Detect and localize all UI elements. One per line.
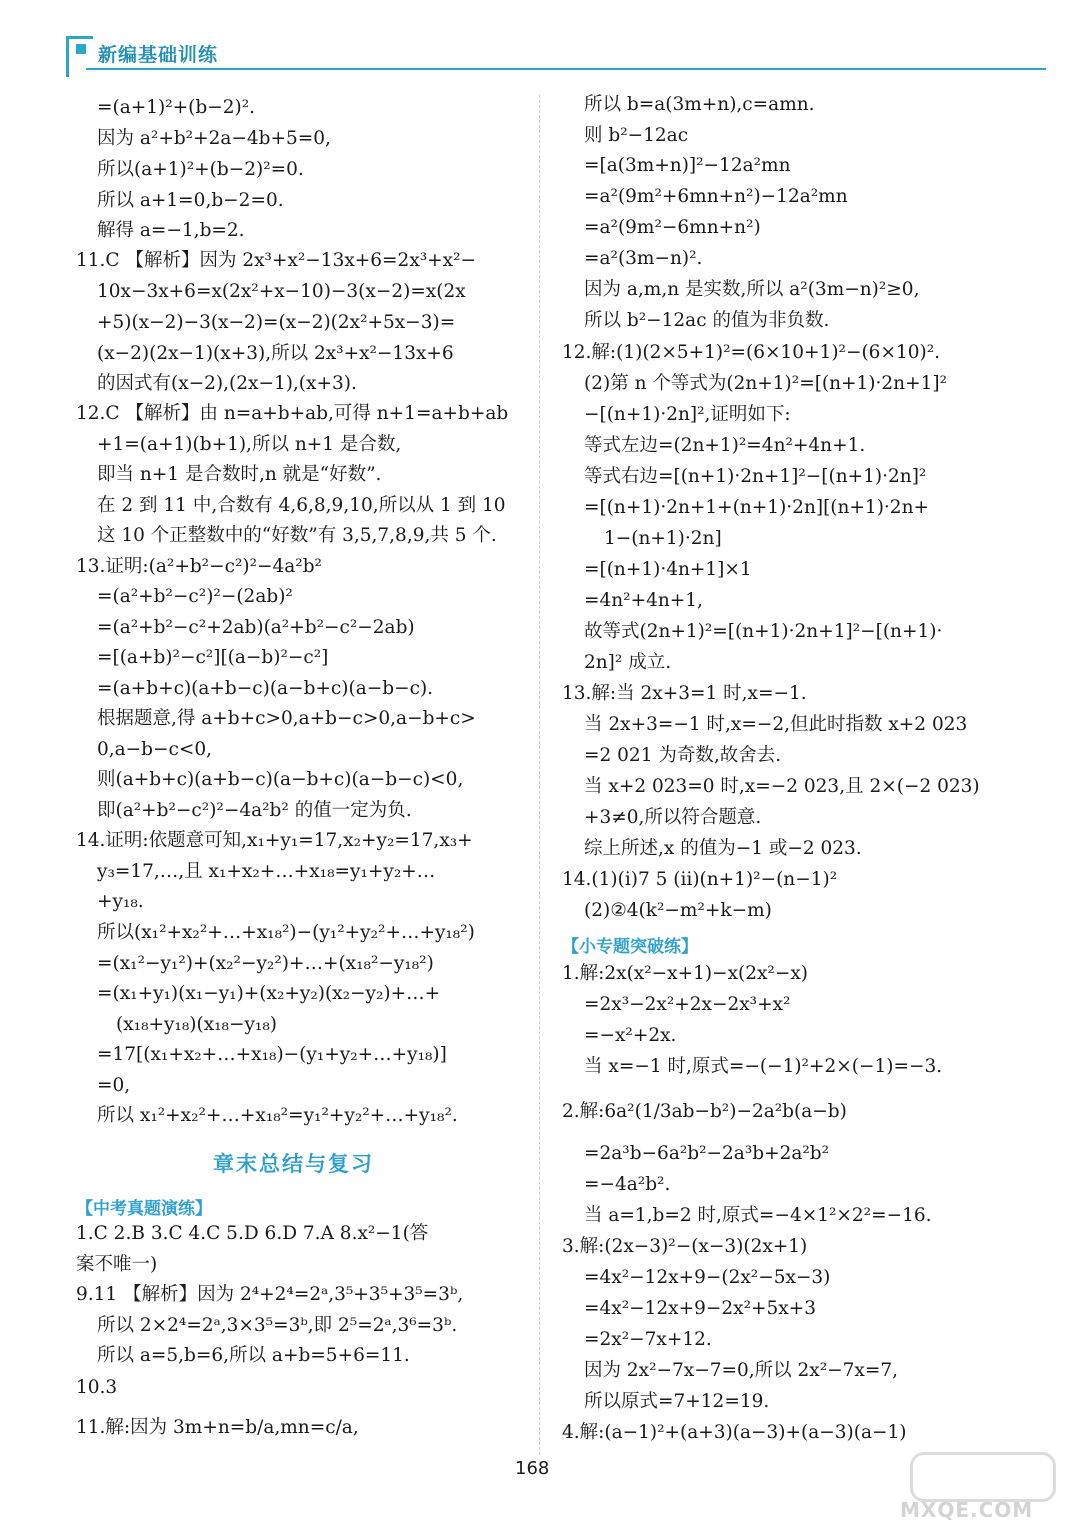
text-line: 的因式有(x−2),(2x−1),(x+3).: [97, 373, 357, 394]
section-tag-exam: 【中考真题演练】: [76, 1199, 212, 1219]
text-line: 10x−3x+6=x(2x²+x−10)−3(x−2)=x(2x: [97, 281, 466, 302]
text-line: 当 x=−1 时,原式=−(−1)²+2×(−1)=−3.: [584, 1056, 943, 1077]
text-line: =(a²+b²−c²+2ab)(a²+b²−c²−2ab): [97, 617, 415, 638]
text-line: 则(a+b+c)(a+b−c)(a−b+c)(a−b−c)<0,: [97, 769, 464, 790]
text-line: +1=(a+1)(b+1),所以 n+1 是合数,: [97, 434, 402, 455]
page-header: [66, 30, 1076, 80]
text-line: 当 x+2 023=0 时,x=−2 023,且 2×(−2 023): [584, 776, 980, 797]
text-line: 4.解:(a−1)²+(a+3)(a−3)+(a−3)(a−1): [562, 1422, 907, 1443]
header-title: 新编基础训练: [98, 44, 219, 66]
text-line: 13.解:当 2x+3=1 时,x=−1.: [562, 683, 807, 704]
text-line: 即当 n+1 是合数时,n 就是“好数”.: [97, 464, 382, 485]
text-line: 2n]² 成立.: [584, 652, 672, 673]
text-line: =a²(3m−n)².: [584, 248, 703, 269]
text-line: =(x₁²−y₁²)+(x₂²−y₂²)+…+(x₁₈²−y₁₈²): [97, 953, 434, 974]
text-line: 所以 b²−12ac 的值为非负数.: [584, 310, 830, 331]
text-line: 当 a=1,b=2 时,原式=−4×1²×2²=−16.: [584, 1205, 932, 1226]
text-line: 所以 a=5,b=6,所以 a+b=5+6=11.: [97, 1345, 410, 1366]
section-tag-topic: 【小专题突破练】: [562, 937, 698, 957]
watermark: [900, 1452, 1060, 1522]
text-line: 0,a−b−c<0,: [97, 739, 213, 760]
text-line: 11.解:因为 3m+n=b/a,mn=c/a,: [76, 1417, 359, 1438]
text-line: 即(a²+b²−c²)²−4a²b² 的值一定为负.: [97, 800, 412, 821]
text-line: =4x²−12x+9−2x²+5x+3: [584, 1298, 816, 1319]
text-line: 案不唯一): [76, 1254, 158, 1275]
text-line: =2 021 为奇数,故舍去.: [584, 745, 782, 766]
text-line: (x₁₈+y₁₈)(x₁₈−y₁₈): [116, 1014, 277, 1035]
text-line: =2a³b−6a²b²−2a³b+2a²b²: [584, 1143, 830, 1164]
text-line: 1.解:2x(x²−x+1)−x(2x²−x): [562, 963, 809, 984]
text-line: 所以原式=7+12=19.: [584, 1391, 770, 1412]
text-line: 12.解:(1)(2×5+1)²=(6×10+1)²−(6×10)².: [562, 342, 941, 363]
text-line: 所以(x₁²+x₂²+…+x₁₈²)−(y₁²+y₂²+…+y₁₈²): [97, 922, 475, 943]
column-divider: [539, 95, 540, 1455]
text-line: 所以 b=a(3m+n),c=amn.: [584, 94, 815, 115]
text-line: 13.证明:(a²+b²−c²)²−4a²b²: [76, 556, 322, 577]
text-line: =(x₁+y₁)(x₁−y₁)+(x₂+y₂)(x₂−y₂)+…+: [97, 983, 441, 1004]
text-line: =[a(3m+n)]²−12a²mn: [584, 155, 791, 176]
text-line: =2x³−2x²+2x−2x³+x²: [584, 994, 791, 1015]
text-line: +5)(x−2)−3(x−2)=(x−2)(2x²+5x−3)=: [97, 312, 456, 333]
text-line: =[(a+b)²−c²][(a−b)²−c²]: [97, 647, 329, 668]
header-rule: [86, 68, 1046, 70]
text-line: =−x²+2x.: [584, 1025, 677, 1046]
section-title: 章末总结与复习: [213, 1151, 374, 1176]
text-line: y₃=17,…,且 x₁+x₂+…+x₁₈=y₁+y₂+…: [97, 861, 436, 882]
text-line: =0,: [97, 1075, 131, 1096]
text-line: =−4a²b².: [584, 1174, 671, 1195]
text-line: 在 2 到 11 中,合数有 4,6,8,9,10,所以从 1 到 10: [97, 495, 506, 516]
text-line: 所以(a+1)²+(b−2)²=0.: [97, 159, 304, 180]
text-line: 则 b²−12ac: [584, 125, 689, 146]
text-line: 等式左边=(2n+1)²=4n²+4n+1.: [584, 435, 866, 456]
text-line: 所以 a+1=0,b−2=0.: [97, 190, 284, 211]
text-line: +3≠0,所以符合题意.: [584, 807, 762, 828]
text-line: 根据题意,得 a+b+c>0,a+b−c>0,a−b+c>: [97, 708, 476, 729]
text-line: −[(n+1)·2n]²,证明如下:: [584, 404, 791, 425]
text-line: =a²(9m²+6mn+n²)−12a²mn: [584, 186, 848, 207]
text-line: 11.C 【解析】因为 2x³+x²−13x+6=2x³+x²−: [76, 250, 477, 271]
header-bracket: [66, 36, 93, 77]
text-line: 14.(1)(ⅰ)7 5 (ⅱ)(n+1)²−(n−1)²: [562, 869, 838, 890]
text-line: 等式右边=[(n+1)·2n+1]²−[(n+1)·2n]²: [584, 466, 927, 487]
text-line: 9.11 【解析】因为 2⁴+2⁴=2ᵃ,3⁵+3⁵+3⁵=3ᵇ,: [76, 1284, 464, 1305]
text-line: 3.解:(2x−3)²−(x−3)(2x+1): [562, 1236, 808, 1257]
text-line: =[(n+1)·4n+1]×1: [584, 559, 752, 580]
text-line: (2)②4(k²−m²+k−m): [584, 900, 772, 921]
text-line: 因为 a²+b²+2a−4b+5=0,: [97, 128, 331, 149]
text-line: 12.C 【解析】由 n=a+b+ab,可得 n+1=a+b+ab: [76, 403, 509, 424]
text-line: 综上所述,x 的值为−1 或−2 023.: [584, 838, 862, 859]
text-line: =(a+b+c)(a+b−c)(a−b+c)(a−b−c).: [97, 678, 434, 699]
text-line: 2.解:6a²(1/3ab−b²)−2a²b(a−b): [562, 1101, 847, 1122]
text-line: =(a+1)²+(b−2)².: [97, 97, 255, 118]
text-line: =4x²−12x+9−(2x²−5x−3): [584, 1267, 831, 1288]
header-square: [76, 44, 86, 54]
text-line: 这 10 个正整数中的“好数”有 3,5,7,8,9,共 5 个.: [97, 525, 497, 546]
text-line: 1.C 2.B 3.C 4.C 5.D 6.D 7.A 8.x²−1(答: [76, 1223, 429, 1244]
text-line: 故等式(2n+1)²=[(n+1)·2n+1]²−[(n+1)·: [584, 621, 943, 642]
text-line: =(a²+b²−c²)²−(2ab)²: [97, 586, 293, 607]
text-line: 因为 2x²−7x−7=0,所以 2x²−7x=7,: [584, 1360, 898, 1381]
text-line: 因为 a,m,n 是实数,所以 a²(3m−n)²≥0,: [584, 279, 920, 300]
text-line: +y₁₈.: [97, 891, 144, 912]
text-line: =a²(9m²−6mn+n²): [584, 217, 761, 238]
text-line: 14.证明:依题意可知,x₁+y₁=17,x₂+y₂=17,x₃+: [76, 830, 473, 851]
watermark-logo-icon: [910, 1452, 1056, 1502]
text-line: 所以 2×2⁴=2ᵃ,3×3⁵=3ᵇ,即 2⁵=2ᵃ,3⁶=3ᵇ.: [97, 1315, 458, 1336]
text-line: 解得 a=−1,b=2.: [97, 220, 245, 241]
text-line: (x−2)(2x−1)(x+3),所以 2x³+x²−13x+6: [97, 343, 454, 364]
text-line: =17[(x₁+x₂+…+x₁₈)−(y₁+y₂+…+y₁₈)]: [97, 1044, 447, 1065]
text-line: 10.3: [76, 1377, 118, 1398]
text-line: =4n²+4n+1,: [584, 590, 703, 611]
text-line: =[(n+1)·2n+1+(n+1)·2n][(n+1)·2n+: [584, 497, 929, 518]
text-line: 所以 x₁²+x₂²+…+x₁₈²=y₁²+y₂²+…+y₁₈².: [97, 1105, 458, 1126]
page-number: 168: [515, 1458, 550, 1479]
text-line: (2)第 n 个等式为(2n+1)²=[(n+1)·2n+1]²: [584, 373, 947, 394]
watermark-text: MXQE.COM: [900, 1498, 1034, 1522]
text-line: 1−(n+1)·2n]: [604, 528, 722, 549]
text-line: 当 2x+3=−1 时,x=−2,但此时指数 x+2 023: [584, 714, 968, 735]
text-line: =2x²−7x+12.: [584, 1329, 712, 1350]
